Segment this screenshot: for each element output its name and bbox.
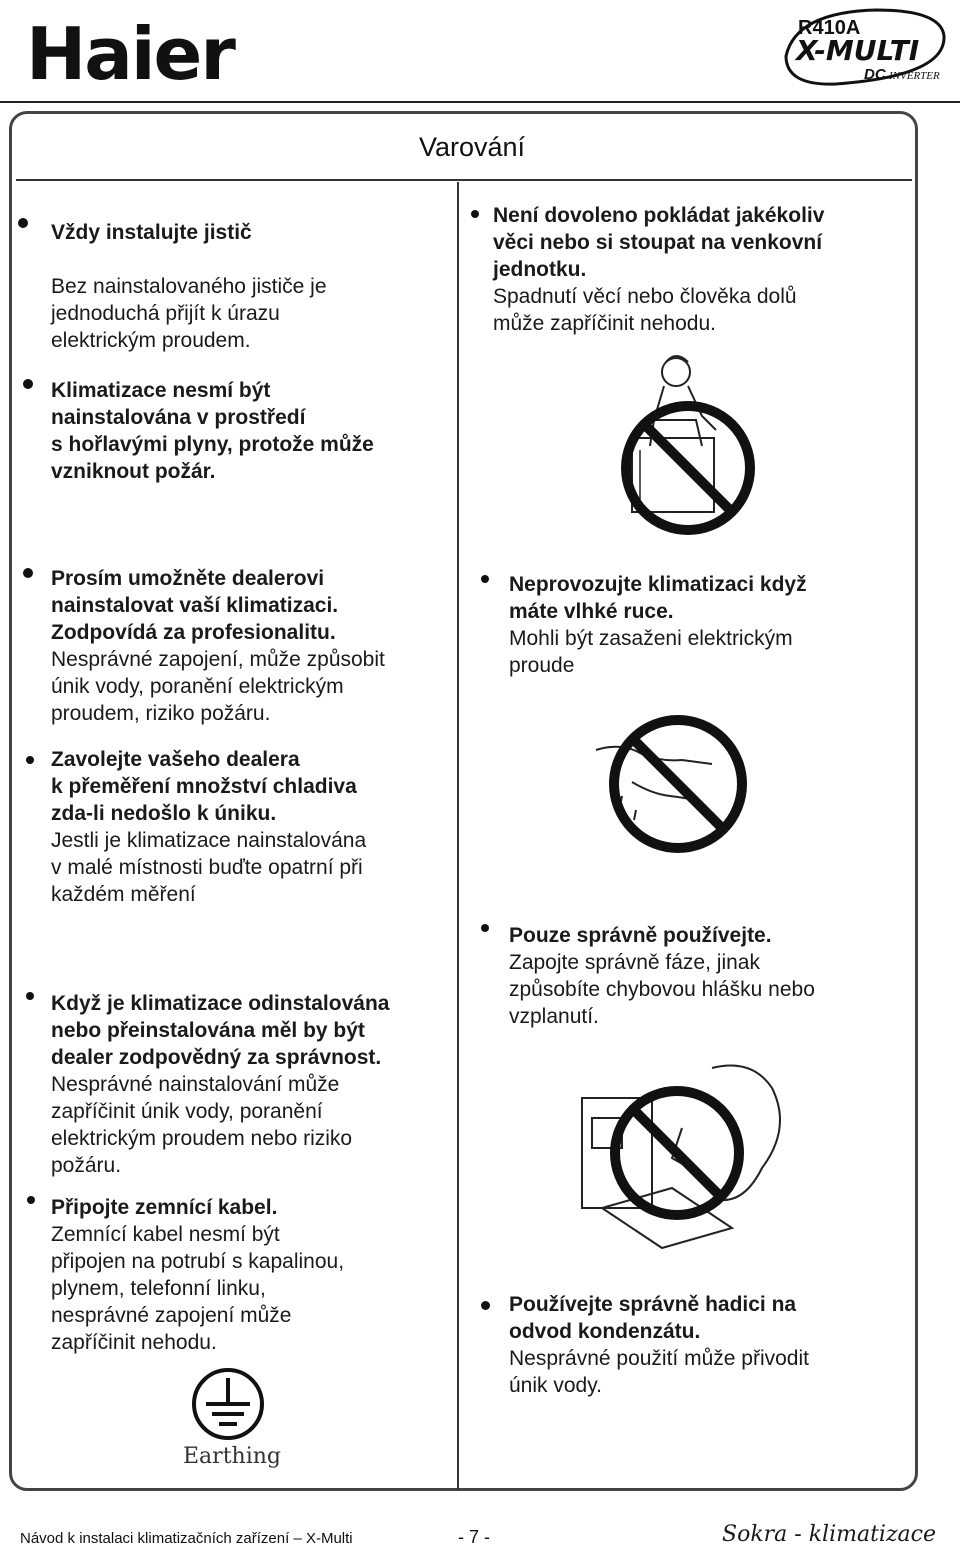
warning-heading: Není dovoleno pokládat jakékoliv	[493, 204, 825, 227]
haier-logo: Haier	[26, 12, 234, 96]
warning-text: nesprávné zapojení může	[51, 1304, 292, 1327]
warning-reinstall	[51, 990, 389, 1179]
warning-text: Mohli být zasaženi elektrickým	[509, 627, 793, 650]
warning-text: únik vody, poranění elektrickým	[51, 675, 344, 698]
bullet-icon	[27, 1196, 35, 1204]
warning-text: Nesprávné nainstalování může	[51, 1073, 340, 1096]
footer-manual-title: Návod k instalaci klimatizačních zařízení – X-Multi	[20, 1530, 353, 1547]
warning-heading: nainstalovat vaší klimatizaci.	[51, 594, 339, 617]
warning-text: Nesprávné použití může přivodit	[509, 1347, 809, 1370]
bullet-icon	[18, 218, 28, 228]
warning-circuit-breaker	[51, 219, 327, 354]
bullet-icon	[471, 210, 479, 218]
warning-text: plynem, telefonní linku,	[51, 1277, 266, 1300]
warning-heading: Pouze správně používejte.	[509, 924, 772, 947]
bullet-icon	[481, 924, 489, 932]
warning-heading: odvod kondenzátu.	[509, 1320, 701, 1343]
warning-heading: máte vlhké ruce.	[509, 600, 674, 623]
warning-dealer-install	[51, 565, 385, 727]
warning-text: Bez nainstalovaného jističe je	[51, 275, 327, 298]
warning-text: jednoduchá přijít k úrazu	[51, 302, 280, 325]
warning-text: může zapříčinit nehodu.	[493, 312, 716, 335]
x-multi-badge	[776, 6, 948, 88]
warning-heading: vzniknout požár.	[51, 460, 216, 483]
title-rule	[16, 179, 912, 181]
warning-text: elektrickým proudem.	[51, 329, 251, 352]
warning-drain-hose	[509, 1291, 809, 1399]
warning-text: proudem, riziko požáru.	[51, 702, 271, 725]
warning-text: požáru.	[51, 1154, 122, 1177]
earthing-symbol-icon	[190, 1366, 266, 1447]
bullet-icon	[26, 756, 34, 764]
warning-text: připojen na potrubí s kapalinou,	[51, 1250, 345, 1273]
badge-dc: DC	[864, 66, 886, 83]
no-wet-hands-illustration-icon	[592, 702, 752, 867]
earthing-label: Earthing	[183, 1444, 281, 1469]
badge-inverter: INVERTER	[889, 70, 940, 82]
warning-wet-hands	[509, 571, 807, 679]
warning-text: v malé místnosti buďte opatrní při	[51, 856, 363, 879]
warning-heading: k přeměření množství chladiva	[51, 775, 357, 798]
warning-text: každém měření	[51, 883, 196, 906]
warning-heading: dealer zodpovědný za správnost.	[51, 1046, 382, 1069]
warning-heading: věci nebo si stoupat na venkovní	[493, 231, 823, 254]
warning-heading: Prosím umožněte dealerovi	[51, 567, 325, 590]
footer-page-number: - 7 -	[458, 1527, 491, 1547]
bullet-icon	[23, 568, 33, 578]
warning-heading: nebo přeinstalována měl by být	[51, 1019, 365, 1042]
warning-heading: Zodpovídá za profesionalitu.	[51, 621, 336, 644]
warning-heading: zda-li nedošlo k úniku.	[51, 802, 277, 825]
no-standing-illustration-icon	[606, 350, 766, 545]
warning-heading: Používejte správně hadici na	[509, 1293, 797, 1316]
warning-text: vzplanutí.	[509, 1005, 599, 1028]
warning-heading: Vždy instalujte jistič	[51, 221, 252, 244]
warning-correct-use	[509, 922, 815, 1030]
bullet-icon	[481, 1301, 490, 1310]
warning-heading: Připojte zemnící kabel.	[51, 1196, 278, 1219]
warning-text: zapříčinit únik vody, poranění	[51, 1100, 323, 1123]
warning-heading: Když je klimatizace odinstalována	[51, 992, 390, 1015]
warning-heading: s hořlavými plyny, protože může	[51, 433, 374, 456]
warning-text: únik vody.	[509, 1374, 602, 1397]
page-title: Varování	[419, 132, 526, 162]
warning-text: Spadnutí věcí nebo člověka dolů	[493, 285, 797, 308]
warning-heading: nainstalována v prostředí	[51, 406, 306, 429]
badge-model: R410A	[798, 17, 861, 39]
no-tampering-illustration-icon	[562, 1058, 802, 1263]
warning-heading: Klimatizace nesmí být	[51, 379, 271, 402]
warning-text: Zemnící kabel nesmí být	[51, 1223, 280, 1246]
header-rule	[0, 101, 960, 103]
warning-text: zapříčinit nehodu.	[51, 1331, 217, 1354]
warning-text: proude	[509, 654, 575, 677]
footer-company: Sokra - klimatizace	[722, 1522, 937, 1547]
warning-refrigerant	[51, 746, 366, 908]
warning-heading: Zavolejte vašeho dealera	[51, 748, 300, 771]
bullet-icon	[23, 379, 33, 389]
warning-heading: jednotku.	[493, 258, 587, 281]
warning-heading: Neprovozujte klimatizaci když	[509, 573, 807, 596]
warning-text: Zapojte správně fáze, jinak	[509, 951, 760, 974]
bullet-icon	[26, 992, 34, 1000]
bullet-icon	[481, 575, 489, 583]
warning-earthing	[51, 1194, 344, 1356]
warning-flammable-gas	[51, 377, 374, 485]
warning-text: způsobíte chybovou hlášku nebo	[509, 978, 815, 1001]
warning-text: elektrickým proudem nebo riziko	[51, 1127, 353, 1150]
warning-no-standing	[493, 202, 824, 337]
column-divider	[457, 182, 459, 1490]
warning-text: Nesprávné zapojení, může způsobit	[51, 648, 385, 671]
warning-text: Jestli je klimatizace nainstalována	[51, 829, 367, 852]
badge-name: X-MULTI	[796, 34, 920, 67]
